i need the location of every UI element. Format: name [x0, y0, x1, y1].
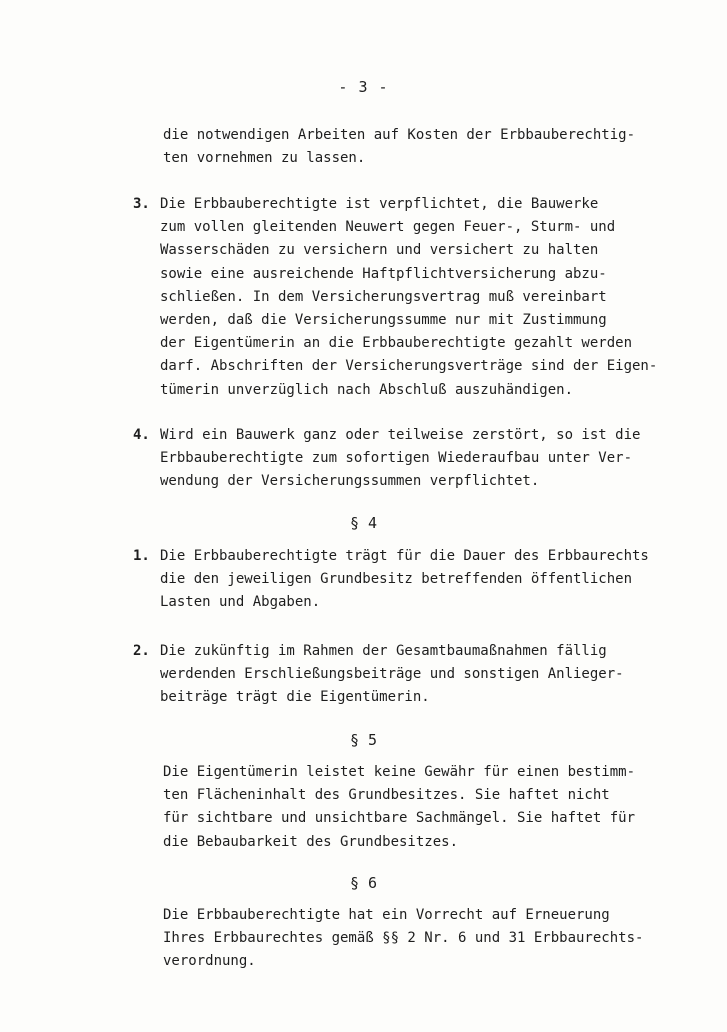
text-line: verordnung.	[163, 953, 256, 970]
item-number-4: 4.	[133, 427, 150, 443]
text-line: die den jeweiligen Grundbesitz betreffenden öffentlichen	[160, 571, 633, 588]
text-line: Wasserschäden zu versichern und versichert zu halten	[160, 242, 599, 259]
text-line: wendung der Versicherungssummen verpflichtet.	[160, 473, 540, 490]
text-line: Die Erbbauberechtigte hat ein Vorrecht auf Erneuerung	[163, 907, 610, 923]
section-heading-6: § 6	[349, 874, 378, 892]
item-4-paragraph	[160, 424, 640, 494]
text-line: darf. Abschriften der Versicherungsverträge sind der Eigen-	[160, 358, 658, 375]
text-line: tümerin unverzüglich nach Abschluß auszuhändigen.	[160, 381, 574, 398]
text-line: ten Flächeninhalt des Grundbesitzes. Sie haftet nicht	[163, 787, 610, 804]
text-line: Erbbauberechtigte zum sofortigen Wiederaufbau unter Ver-	[160, 450, 633, 467]
text-line: Die Eigentümerin leistet keine Gewähr für einen bestimm-	[163, 764, 636, 780]
section-6-paragraph	[163, 904, 643, 974]
text-line: Lasten und Abgaben.	[160, 594, 321, 611]
text-line: Die zukünftig im Rahmen der Gesamtbaumaßnahmen fällig	[160, 643, 607, 659]
item-number-1: 1.	[133, 548, 150, 564]
section-5-paragraph	[163, 761, 635, 854]
text-line: beiträge trägt die Eigentümerin.	[160, 689, 430, 706]
text-line: Die Erbbauberechtigte trägt für die Dauer des Erbbaurechts	[160, 548, 649, 564]
text-line: ten vornehmen zu lassen.	[163, 150, 366, 167]
text-line: werdenden Erschließungsbeiträge und sonstigen Anlieger-	[160, 666, 624, 683]
item-3-paragraph	[160, 193, 657, 402]
intro-paragraph	[163, 124, 635, 170]
item-number-2: 2.	[133, 643, 150, 659]
item-number-3: 3.	[133, 196, 150, 212]
section-heading-4: § 4	[349, 514, 378, 532]
text-line: der Eigentümerin an die Erbbauberechtigte gezahlt werden	[160, 335, 633, 352]
section-4-item-1-paragraph	[160, 545, 649, 615]
text-line: sowie eine ausreichende Haftpflichtversicherung abzu-	[160, 265, 607, 282]
text-line: werden, daß die Versicherungssumme nur mit Zustimmung	[160, 312, 607, 329]
text-line: Die Erbbauberechtigte ist verpflichtet, die Bauwerke	[160, 196, 599, 212]
text-line: für sichtbare und unsichtbare Sachmängel. Sie haftet für	[163, 810, 636, 827]
text-line: die notwendigen Arbeiten auf Kosten der Erbbauberechtig-	[163, 127, 636, 143]
text-line: schließen. In dem Versicherungsvertrag muß vereinbart	[160, 288, 607, 305]
section-heading-5: § 5	[349, 731, 378, 749]
text-line: zum vollen gleitenden Neuwert gegen Feuer-, Sturm- und	[160, 219, 616, 236]
text-line: die Bebaubarkeit des Grundbesitzes.	[163, 833, 459, 850]
text-line: Ihres Erbbaurechtes gemäß §§ 2 Nr. 6 und 31 Erbbaurechts-	[163, 930, 644, 947]
text-line: Wird ein Bauwerk ganz oder teilweise zerstört, so ist die	[160, 427, 641, 443]
section-4-item-2-paragraph	[160, 640, 624, 710]
page-number: - 3 -	[338, 78, 389, 96]
